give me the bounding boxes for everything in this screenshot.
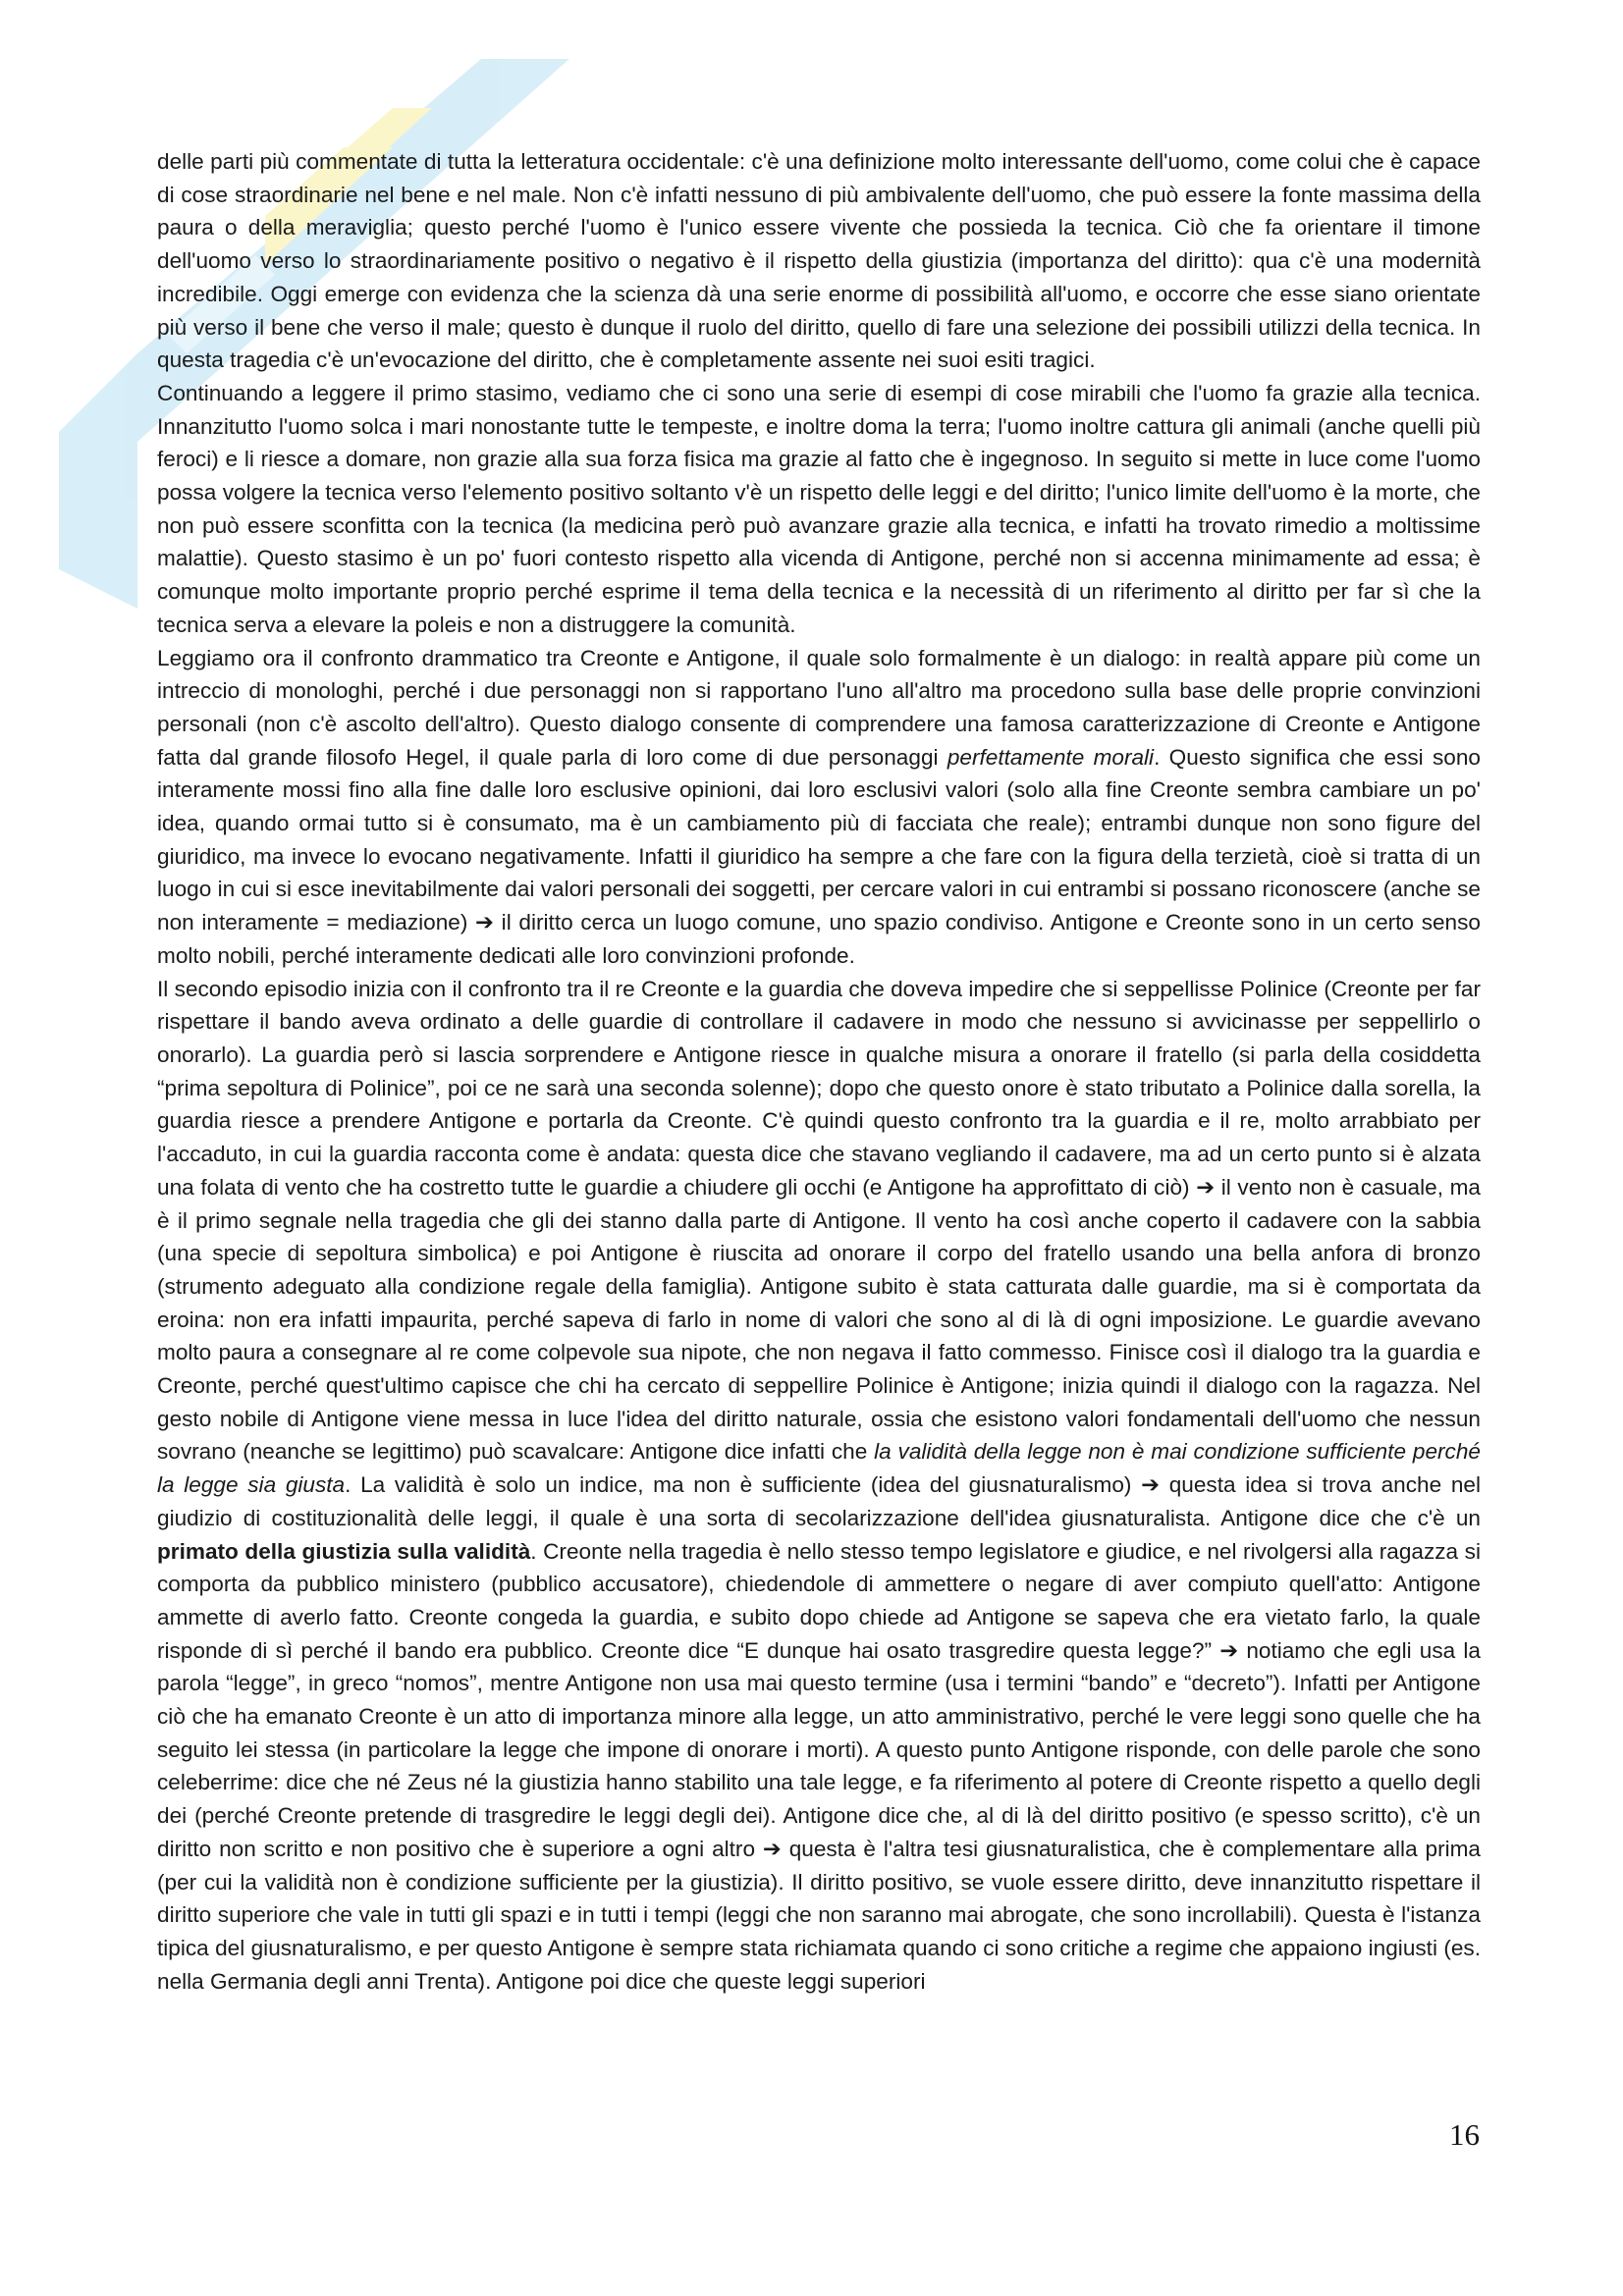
paragraph [157, 145, 1481, 377]
bold-text-run: primato della giustizia sulla validità [157, 1538, 531, 1564]
text-run: delle parti più commentate di tutta la letteratura occidentale: c'è una definizione molto interessante dell'uomo, come colui che è capace di cose straordinarie nel bene e nel male. Non c'è infatti nessuno di più ambivalente dell'uomo, che può essere la fonte massima della paura o della meraviglia; questo perché l'uomo è l'unico essere vivente che possieda la tecnica. Ciò che fa orientare il timone dell'uomo verso lo straordinariamente positivo o negativo è il rispetto della giustizia (importanza del diritto): qua c'è una modernità incredibile. Oggi emerge con evidenza che la scienza dà una serie enorme di possibilità all'uomo, e occorre che esse siano orientate più verso il bene che verso il male; questo è dunque il ruolo del diritto, quello di fare una selezione dei possibili utilizzi della tecnica. In questa tragedia c'è un'evocazione del diritto, che è completamente assente nei suoi esiti tragici. [157, 149, 1481, 373]
text-run: Il secondo episodio inizia con il confronto tra il re Creonte e la guardia che doveva impedire che si seppellisse Polinice (Creonte per far rispettare il bando aveva ordinato a delle guardie di controllare il cadavere in modo che nessuno si avvicinasse per seppellirlo o onorarlo). La guardia però si lascia sorprendere e Antigone riesce in qualche misura a onorare il fratello (si parla della cosiddetta “prima sepoltura di Polinice”, poi ce ne sarà una seconda solenne); dopo che questo onore è stato tributato a Polinice dalla sorella, la guardia riesce a prendere Antigone e portarla da Creonte. C'è quindi questo confronto tra la guardia e il re, molto arrabbiato per l'accaduto, in cui la guardia racconta come è andata: questa dice che stavano vegliando il cadavere, ma ad un certo punto si è alzata una folata di vento che ha costretto tutte le guardie a chiudere gli occhi (e Antigone ha approfittato di ciò) ➔ il vento non è casuale, ma è il primo segnale nella tragedia che gli dei stanno dalla parte di Antigone. Il vento ha così anche coperto il cadavere con la sabbia (una specie di sepoltura simbolica) e poi Antigone è riuscita ad onorare il corpo del fratello usando una bella anfora di bronzo (strumento adeguato alla condizione regale della famiglia). Antigone subito è stata catturata dalle guardie, ma si è comportata da eroina: non era infatti impaurita, perché sapeva di farlo in nome di valori che sono al di là di ogni imposizione. Le guardie avevano molto paura a consegnare al re come colpevole sua nipote, che non negava il fatto commesso. Finisce così il dialogo tra la guardia e Creonte, perché quest'ultimo capisce che chi ha cercato di seppellire Polinice è Antigone; inizia quindi il dialogo con la ragazza. Nel gesto nobile di Antigone viene messa in luce l'idea del diritto naturale, ossia che esistono valori fondamentali dell'uomo che nessun sovrano (neanche se legittimo) può scavalcare: Antigone dice infatti che [157, 976, 1481, 1465]
text-run: Continuando a leggere il primo stasimo, vediamo che ci sono una serie di esempi di cose mirabili che l'uomo fa grazie alla tecnica. Innanzitutto l'uomo solca i mari nonostante tutte le tempeste, e inoltre doma la terra; l'uomo inoltre cattura gli animali (anche quelli più feroci) e li riesce a domare, non grazie alla sua forza fisica ma grazie al fatto che è ingegnoso. In seguito si mette in luce come l'uomo possa volgere la tecnica verso l'elemento positivo soltanto v'è un rispetto delle leggi e del diritto; l'unico limite dell'uomo è la morte, che non può essere sconfitta con la tecnica (la medicina però può avanzare grazie alla tecnica, e infatti ha trovato rimedio a moltissime malattie). Questo stasimo è un po' fuori contesto rispetto alla vicenda di Antigone, perché non si accenna minimamente ad essa; è comunque molto importante proprio perché esprime il tema della tecnica e la necessità di un riferimento al diritto per far sì che la tecnica serva a elevare la poleis e non a distruggere la comunità. [157, 380, 1481, 637]
text-run: . Creonte nella tragedia è nello stesso tempo legislatore e giudice, e nel rivolgersi alla ragazza si comporta da pubblico ministero (pubblico accusatore), chiedendole di ammettere o negare di aver compiuto quell'atto: Antigone ammette di averlo fatto. Creonte congeda la guardia, e subito dopo chiede ad Antigone se sapeva che era vietato farlo, la quale risponde di sì perché il bando era pubblico. Creonte dice “E dunque hai osato trasgredire questa legge?” ➔ notiamo che egli usa la parola “legge”, in greco “nomos”, mentre Antigone non usa mai questo termine (usa i termini “bando” e “decreto”). Infatti per Antigone ciò che ha emanato Creonte è un atto di importanza minore alla legge, un atto amministrativo, perché le vere leggi sono quelle che ha seguito lei stessa (in particolare la legge che impone di onorare i morti). A questo punto Antigone risponde, con delle parole che sono celeberrime: dice che né Zeus né la giustizia hanno stabilito una tale legge, e fa riferimento al potere di Creonte rispetto a quello degli dei (perché Creonte pretende di trasgredire le leggi degli dei). Antigone dice che, al di là del diritto positivo (e spesso scritto), c'è un diritto non scritto e non positivo che è superiore a ogni altro ➔ questa è l'altra tesi giusnaturalistica, che è complementare alla prima (per cui la validità non è condizione sufficiente per la giustizia). Il diritto positivo, se vuole essere diritto, deve innanzitutto rispettare il diritto superiore che vale in tutti gli spazi e in tutti i tempi (leggi che non saranno mai abrogate, che sono incrollabili). Questa è l'istanza tipica del giusnaturalismo, e per questo Antigone è sempre stata richiamata quando ci sono critiche a regime che appaiono ingiusti (es. nella Germania degli anni Trenta). Antigone poi dice che queste leggi superiori [157, 1538, 1481, 1994]
text-run: . La validità è solo un indice, ma non è sufficiente (idea del giusnaturalismo) ➔ questa idea si trova anche nel giudizio di costituzionalità delle leggi, il quale è una sorta di secolarizzazione dell'idea giusnaturalista. Antigone dice che c'è un [157, 1472, 1482, 1530]
italic-text-run: la validità della legge non è mai condizione sufficiente perché la legge sia giusta [157, 1439, 1481, 1498]
paragraph [157, 973, 1481, 1999]
text-run: Leggiamo ora il confronto drammatico tra Creonte e Antigone, il quale solo formalmente è un dialogo: in realtà appare più come un intreccio di monologhi, perché i due personaggi non si rapportano l'uno all'altro ma procedono sulla base delle proprie convinzioni personali (non c'è ascolto dell'altro). Questo dialogo consente di comprendere una famosa caratterizzazione di Creonte e Antigone fatta dal grande filosofo Hegel, il quale parla di loro come di due personaggi [157, 645, 1481, 770]
document-body [157, 145, 1481, 1998]
italic-text-run: perfettamente morali [947, 744, 1155, 770]
text-run: . Questo significa che essi sono interamente mossi fino alla fine dalle loro esclusive opinioni, dai loro esclusivi valori (solo alla fine Creonte sembra cambiare un po' idea, quando ormai tutto si è consumato, ma è un cambiamento più di facciata che reale); entrambi dunque non sono figure del giuridico, ma invece lo evocano negativamente. Infatti il giuridico ha sempre a che fare con la figura della terzietà, cioè si tratta di un luogo in cui si esce inevitabilmente dai valori personali dei soggetti, per cercare valori in cui entrambi si possano riconoscere (anche se non interamente = mediazione) ➔ il diritto cerca un luogo comune, uno spazio condiviso. Antigone e Creonte sono in un certo senso molto nobili, perché interamente dedicati alle loro convinzioni profonde. [157, 744, 1481, 968]
page-number: 16 [1449, 2117, 1480, 2152]
paragraph [157, 377, 1481, 642]
paragraph [157, 642, 1481, 973]
